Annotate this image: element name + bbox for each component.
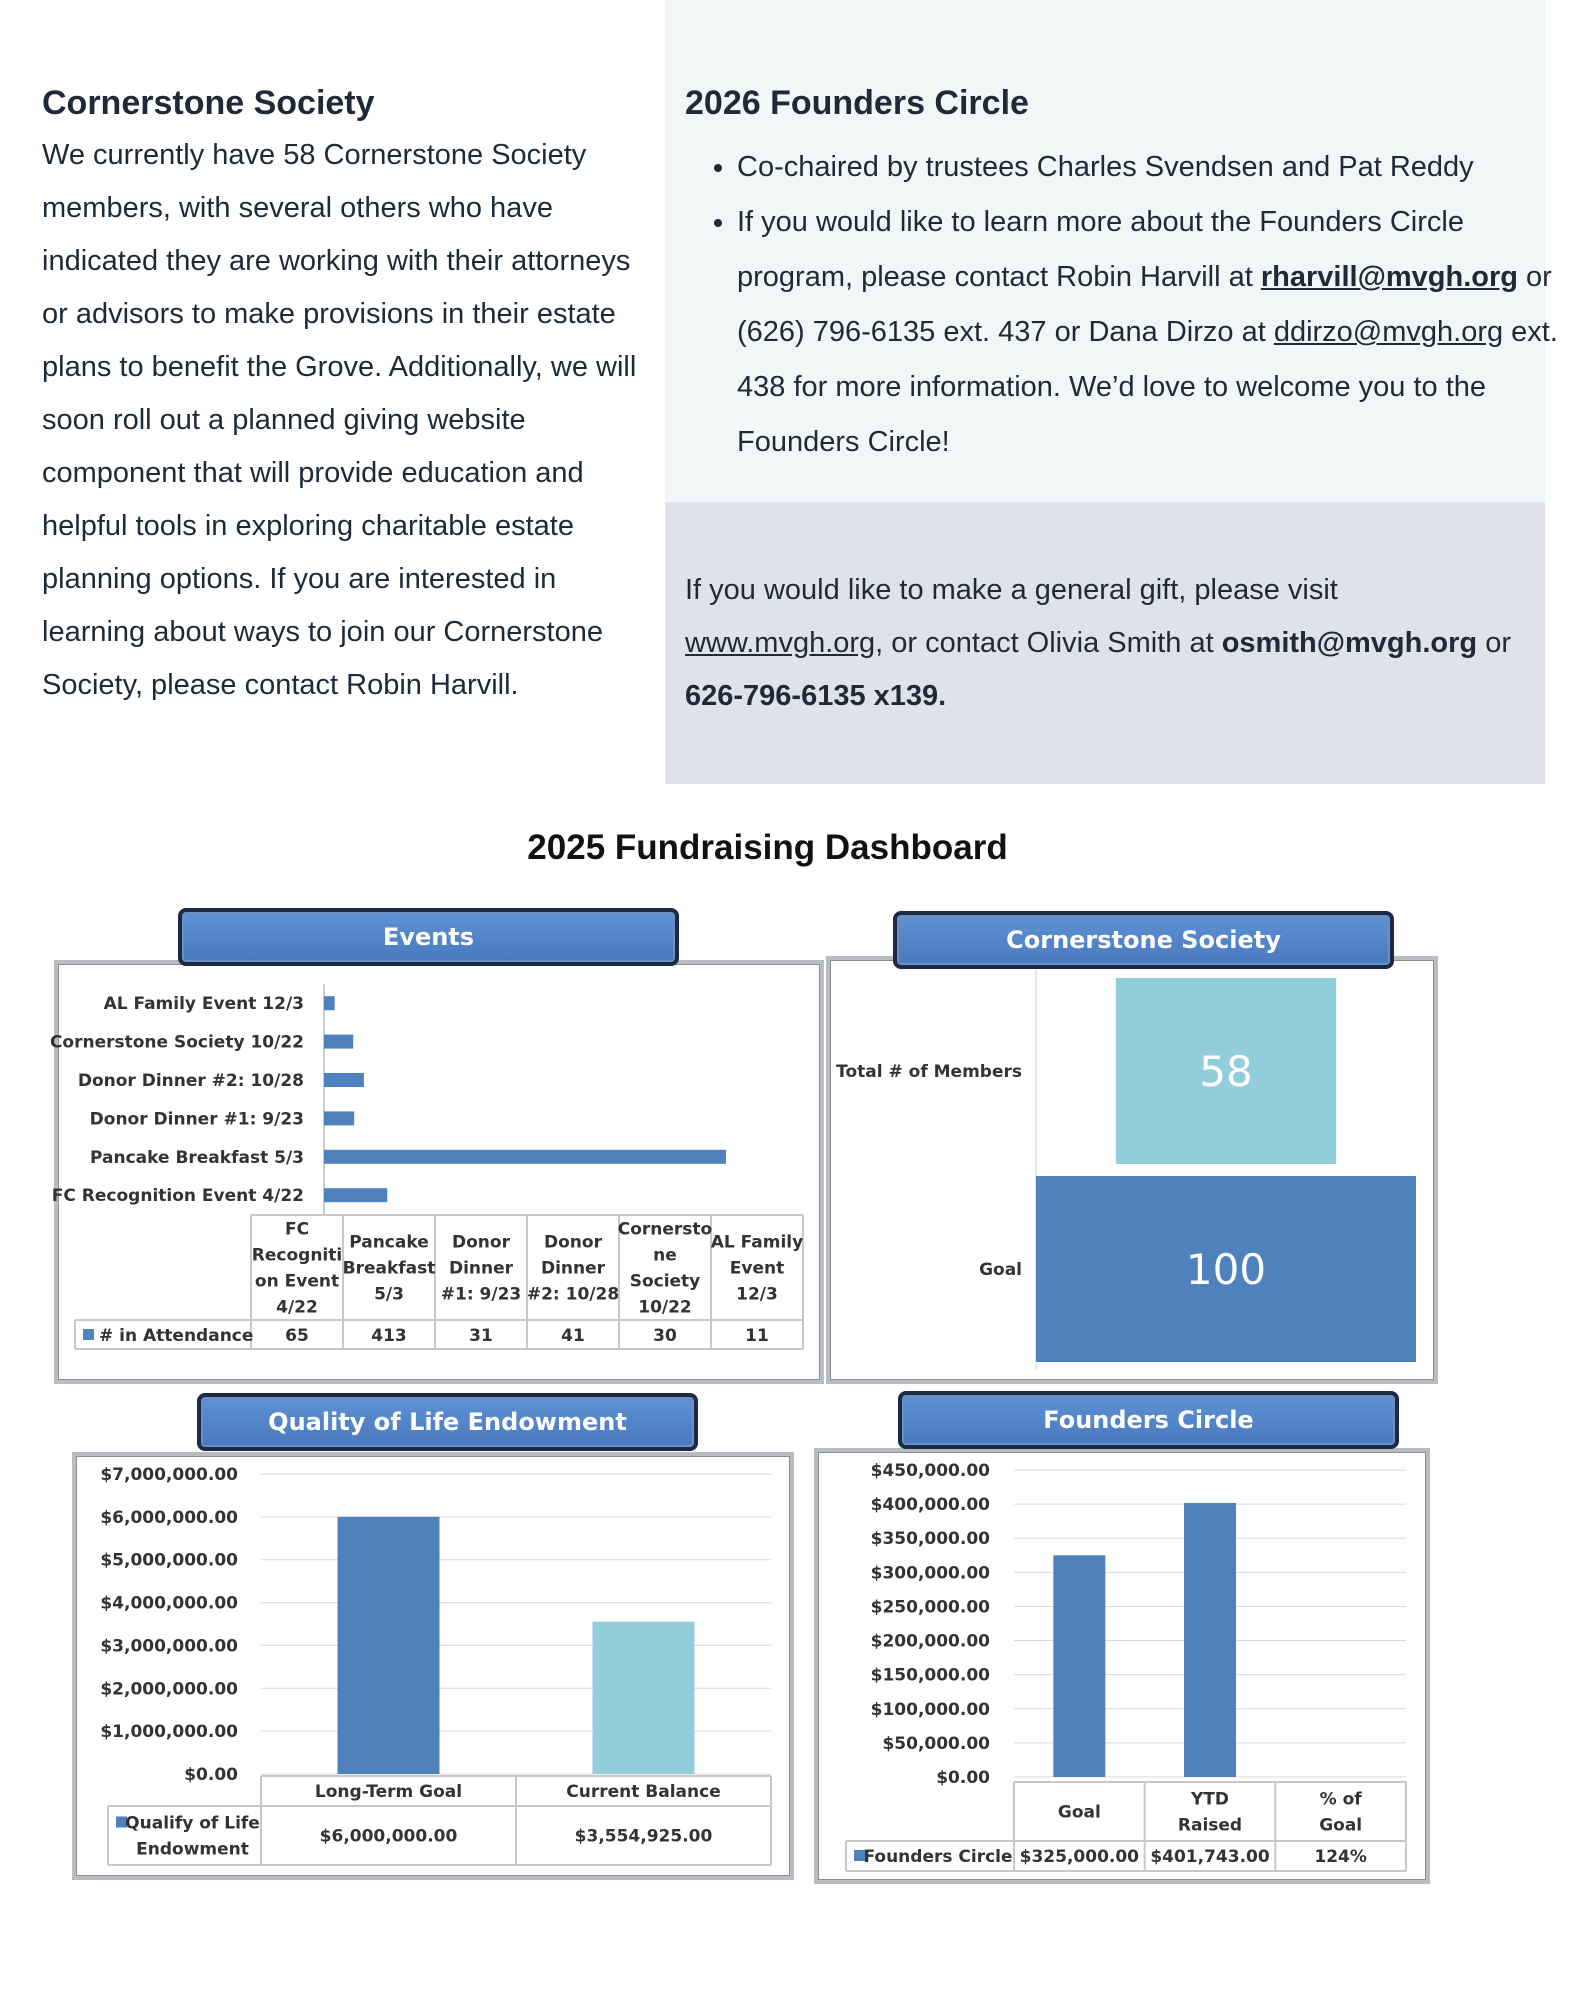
founders-ytick-label: $450,000.00 — [870, 1461, 990, 1481]
events-table-header-cornerstone-society-10-22 — [618, 1220, 712, 1318]
events-table-value-fc-recognition-event-4-22: 65 — [285, 1326, 309, 1346]
founders-ytick-label: $50,000.00 — [882, 1733, 990, 1754]
founders-ytick-label: $100,000.00 — [870, 1699, 990, 1720]
events-table-header-line: AL Family — [710, 1232, 804, 1253]
endowment-panel — [72, 1452, 794, 1880]
endowment-ytick-label: $4,000,000.00 — [100, 1593, 238, 1614]
founders-table-header-ytd-raised — [1178, 1790, 1242, 1836]
events-table-value-cornerstone-society-10-22: 30 — [653, 1326, 677, 1346]
events-table-header-line: ne — [653, 1245, 677, 1266]
endowment-header: Quality of Life Endowment — [197, 1393, 698, 1451]
gift-text-a: If you would like to make a general gift, please visit — [685, 574, 1338, 606]
cochairs-text: Co-chaired by trustees Charles Svendsen and Pat Reddy — [737, 151, 1474, 183]
endowment-bar-long-term-goal — [338, 1517, 440, 1774]
events-bar-al-family-event-12-3 — [324, 996, 335, 1010]
cornerstone-section — [42, 84, 652, 712]
general-gift-section — [665, 502, 1545, 784]
endowment-ytick-label: $0.00 — [184, 1765, 238, 1785]
events-table-value-donor-dinner-2-10-28: 41 — [561, 1326, 585, 1346]
founders-ytick-label: $150,000.00 — [870, 1665, 990, 1686]
founders-table-header-goal — [1058, 1803, 1101, 1823]
endowment-ytick-label: $5,000,000.00 — [100, 1550, 238, 1571]
founders-list — [685, 140, 1587, 470]
cornerstone-heading: Cornerstone Society — [42, 84, 375, 122]
events-bar-pancake-breakfast-5-3 — [324, 1150, 726, 1164]
events-table-header-line: Cornersto — [617, 1219, 713, 1240]
founders-table-value-ytd-raised: $401,743.00 — [1150, 1847, 1270, 1867]
events-table-header-line: Event — [729, 1258, 785, 1279]
mvgh-website-link[interactable]: www.mvgh.org — [685, 627, 876, 659]
endowment-ytick-label: $6,000,000.00 — [100, 1507, 238, 1528]
founders-ytick-label: $0.00 — [936, 1768, 990, 1788]
endowment-table-header-current-balance — [566, 1782, 720, 1802]
founders-ytick-label: $350,000.00 — [870, 1529, 990, 1550]
founders-chart-header: Founders Circle — [898, 1391, 1399, 1449]
osmith-email: osmith@mvgh.org — [1221, 627, 1478, 659]
events-legend-swatch — [83, 1329, 94, 1340]
events-table-value-donor-dinner-1-9-23: 31 — [469, 1326, 493, 1346]
founders-table-header-line: Goal — [1319, 1815, 1363, 1836]
ddirzo-email-link[interactable]: ddirzo@mvgh.org — [1273, 316, 1504, 348]
cornerstone-value-goal: 100 — [1185, 1245, 1267, 1294]
events-table-header-line: 10/22 — [638, 1297, 692, 1318]
events-legend-label: # in Attendance — [99, 1326, 254, 1346]
events-category-label-fc-recognition-event-4-22: FC Recognition Event 4/22 — [51, 1186, 304, 1207]
events-table-header-line: Recogniti — [251, 1245, 343, 1266]
events-table-header-fc-recognition-event-4-22 — [252, 1220, 342, 1318]
events-bar-donor-dinner-1-9-23 — [324, 1111, 354, 1125]
events-table-value-al-family-event-12-3: 11 — [745, 1326, 769, 1346]
cornerstone-header: Cornerstone Society — [893, 911, 1394, 969]
cornerstone-chart — [830, 960, 1434, 1380]
events-table-header-al-family-event-12-3 — [711, 1233, 803, 1305]
contact-text-b: or (626) 796-6135 ext. 437 or Dana Dirzo at — [737, 261, 1552, 348]
founders-table-header-line: Raised — [1177, 1815, 1243, 1836]
endowment-bar-current-balance — [593, 1622, 695, 1774]
founders-heading: 2026 Founders Circle — [685, 84, 1029, 122]
endowment-legend-line: Qualify of Life — [125, 1813, 260, 1834]
events-table-header-line: Breakfast — [342, 1258, 436, 1279]
founders-ytick-label: $400,000.00 — [870, 1495, 990, 1516]
founders-chart-panel — [814, 1448, 1430, 1884]
events-panel — [49, 960, 824, 1384]
dashboard-title: 2025 Fundraising Dashboard — [527, 828, 1008, 867]
cornerstone-category-label-total-of-members: Total # of Members — [836, 1062, 1022, 1082]
events-table-header-line: #1: 9/23 — [440, 1284, 522, 1305]
events-bar-donor-dinner-2-10-28 — [324, 1073, 364, 1087]
endowment-legend-line: Endowment — [136, 1839, 249, 1860]
founders-legend-line: Founders Circle — [863, 1847, 1013, 1867]
events-bar-fc-recognition-event-4-22 — [324, 1188, 387, 1202]
endowment-ytick-label: $3,000,000.00 — [100, 1636, 238, 1657]
events-table-value-pancake-breakfast-5-3: 413 — [371, 1326, 407, 1346]
events-category-label-donor-dinner-2-10-28: Donor Dinner #2: 10/28 — [77, 1071, 304, 1091]
events-header: Events — [178, 908, 679, 966]
founders-legend-label — [863, 1847, 1012, 1867]
events-table-header-line: Donor — [544, 1232, 602, 1253]
events-table-header-line: 5/3 — [374, 1284, 404, 1305]
gift-text-c: or — [1477, 627, 1511, 659]
founders-bar-ytd-raised — [1184, 1503, 1236, 1777]
events-category-label-cornerstone-society-10-22: Cornerstone Society 10/22 — [49, 1032, 304, 1053]
events-table-header-donor-dinner-1-9-23 — [441, 1233, 521, 1305]
events-category-label-pancake-breakfast-5-3: Pancake Breakfast 5/3 — [90, 1147, 304, 1168]
endowment-chart — [76, 1456, 790, 1876]
cornerstone-value-total-of-members: 58 — [1199, 1047, 1253, 1096]
founders-table-header-of-goal — [1319, 1790, 1362, 1836]
events-table-header-line: Donor — [452, 1232, 510, 1253]
events-category-label-al-family-event-12-3: AL Family Event 12/3 — [103, 994, 304, 1015]
rharvill-email-link[interactable]: rharvill@mvgh.org — [1260, 261, 1518, 293]
cornerstone-category-label-goal: Goal — [979, 1260, 1022, 1280]
events-table-header-line: 4/22 — [276, 1297, 318, 1318]
olivia-phone: 626-796-6135 x139. — [685, 680, 947, 712]
gift-text-b: , or contact Olivia Smith at — [875, 627, 1222, 659]
founders-table-header-line: Goal — [1057, 1802, 1101, 1823]
events-bar-cornerstone-society-10-22 — [324, 1035, 353, 1049]
founders-table-header-line: % of — [1319, 1789, 1362, 1810]
events-table-header-line: 12/3 — [736, 1284, 778, 1305]
events-table-header-line: #2: 10/28 — [526, 1284, 620, 1305]
founders-bullet-contact — [737, 195, 1587, 470]
contact-text-a: If you would like to learn more about the Founders Circle program, please contact Robin Harvill at — [737, 206, 1464, 293]
endowment-table-header-line: Long-Term Goal — [314, 1782, 463, 1802]
events-chart — [49, 964, 820, 1380]
founders-bullet-cochairs — [737, 140, 1587, 195]
endowment-table-value-long-term-goal: $6,000,000.00 — [319, 1826, 458, 1847]
events-table-header-line: on Event — [254, 1271, 340, 1292]
endowment-table-header-long-term-goal — [315, 1782, 462, 1802]
cornerstone-body: We currently have 58 Cornerstone Society members, with several others who have indicated they are working with their attorneys or advisors to make provisions in their estate plans to benefit the Grove. Additionally, we will soon roll out a planned giving website component that will provide education and helpful tools in exploring charitable estate planning options. If you are interested in learning about ways to join our Cornerstone Society, please contact Robin Harvill. — [42, 139, 637, 701]
endowment-table-value-current-balance: $3,554,925.00 — [574, 1826, 713, 1847]
events-table-header-line: Dinner — [540, 1258, 606, 1279]
founders-ytick-label: $250,000.00 — [870, 1597, 990, 1618]
endowment-ytick-label: $1,000,000.00 — [100, 1722, 238, 1743]
founders-circle-section — [665, 0, 1558, 502]
events-table-header-pancake-breakfast-5-3 — [343, 1233, 436, 1305]
events-table-header-line: Dinner — [448, 1258, 514, 1279]
events-table-header-line: Pancake — [349, 1232, 429, 1253]
founders-chart — [818, 1452, 1426, 1880]
founders-ytick-label: $300,000.00 — [870, 1563, 990, 1584]
events-table-header-line: Society — [629, 1271, 701, 1292]
founders-table-value-goal: $325,000.00 — [1019, 1847, 1140, 1867]
events-category-label-donor-dinner-1-9-23: Donor Dinner #1: 9/23 — [89, 1109, 304, 1130]
founders-table-header-line: YTD — [1190, 1789, 1230, 1810]
founders-bar-goal — [1053, 1555, 1105, 1777]
events-table-header-donor-dinner-2-10-28 — [527, 1233, 619, 1305]
gift-paragraph — [685, 564, 1525, 723]
endowment-table-header-line: Current Balance — [566, 1782, 721, 1802]
endowment-ytick-label: $7,000,000.00 — [100, 1465, 238, 1485]
contact-text-c: ext. 438 for more information. We’d love to welcome you to the Founders Circle! — [737, 316, 1558, 458]
events-table-header-line: FC — [284, 1219, 310, 1240]
founders-table-value-of-goal: 124% — [1314, 1847, 1367, 1867]
endowment-legend-label — [125, 1814, 260, 1860]
cornerstone-panel — [826, 956, 1438, 1384]
founders-ytick-label: $200,000.00 — [870, 1631, 990, 1652]
endowment-ytick-label: $2,000,000.00 — [100, 1679, 238, 1700]
